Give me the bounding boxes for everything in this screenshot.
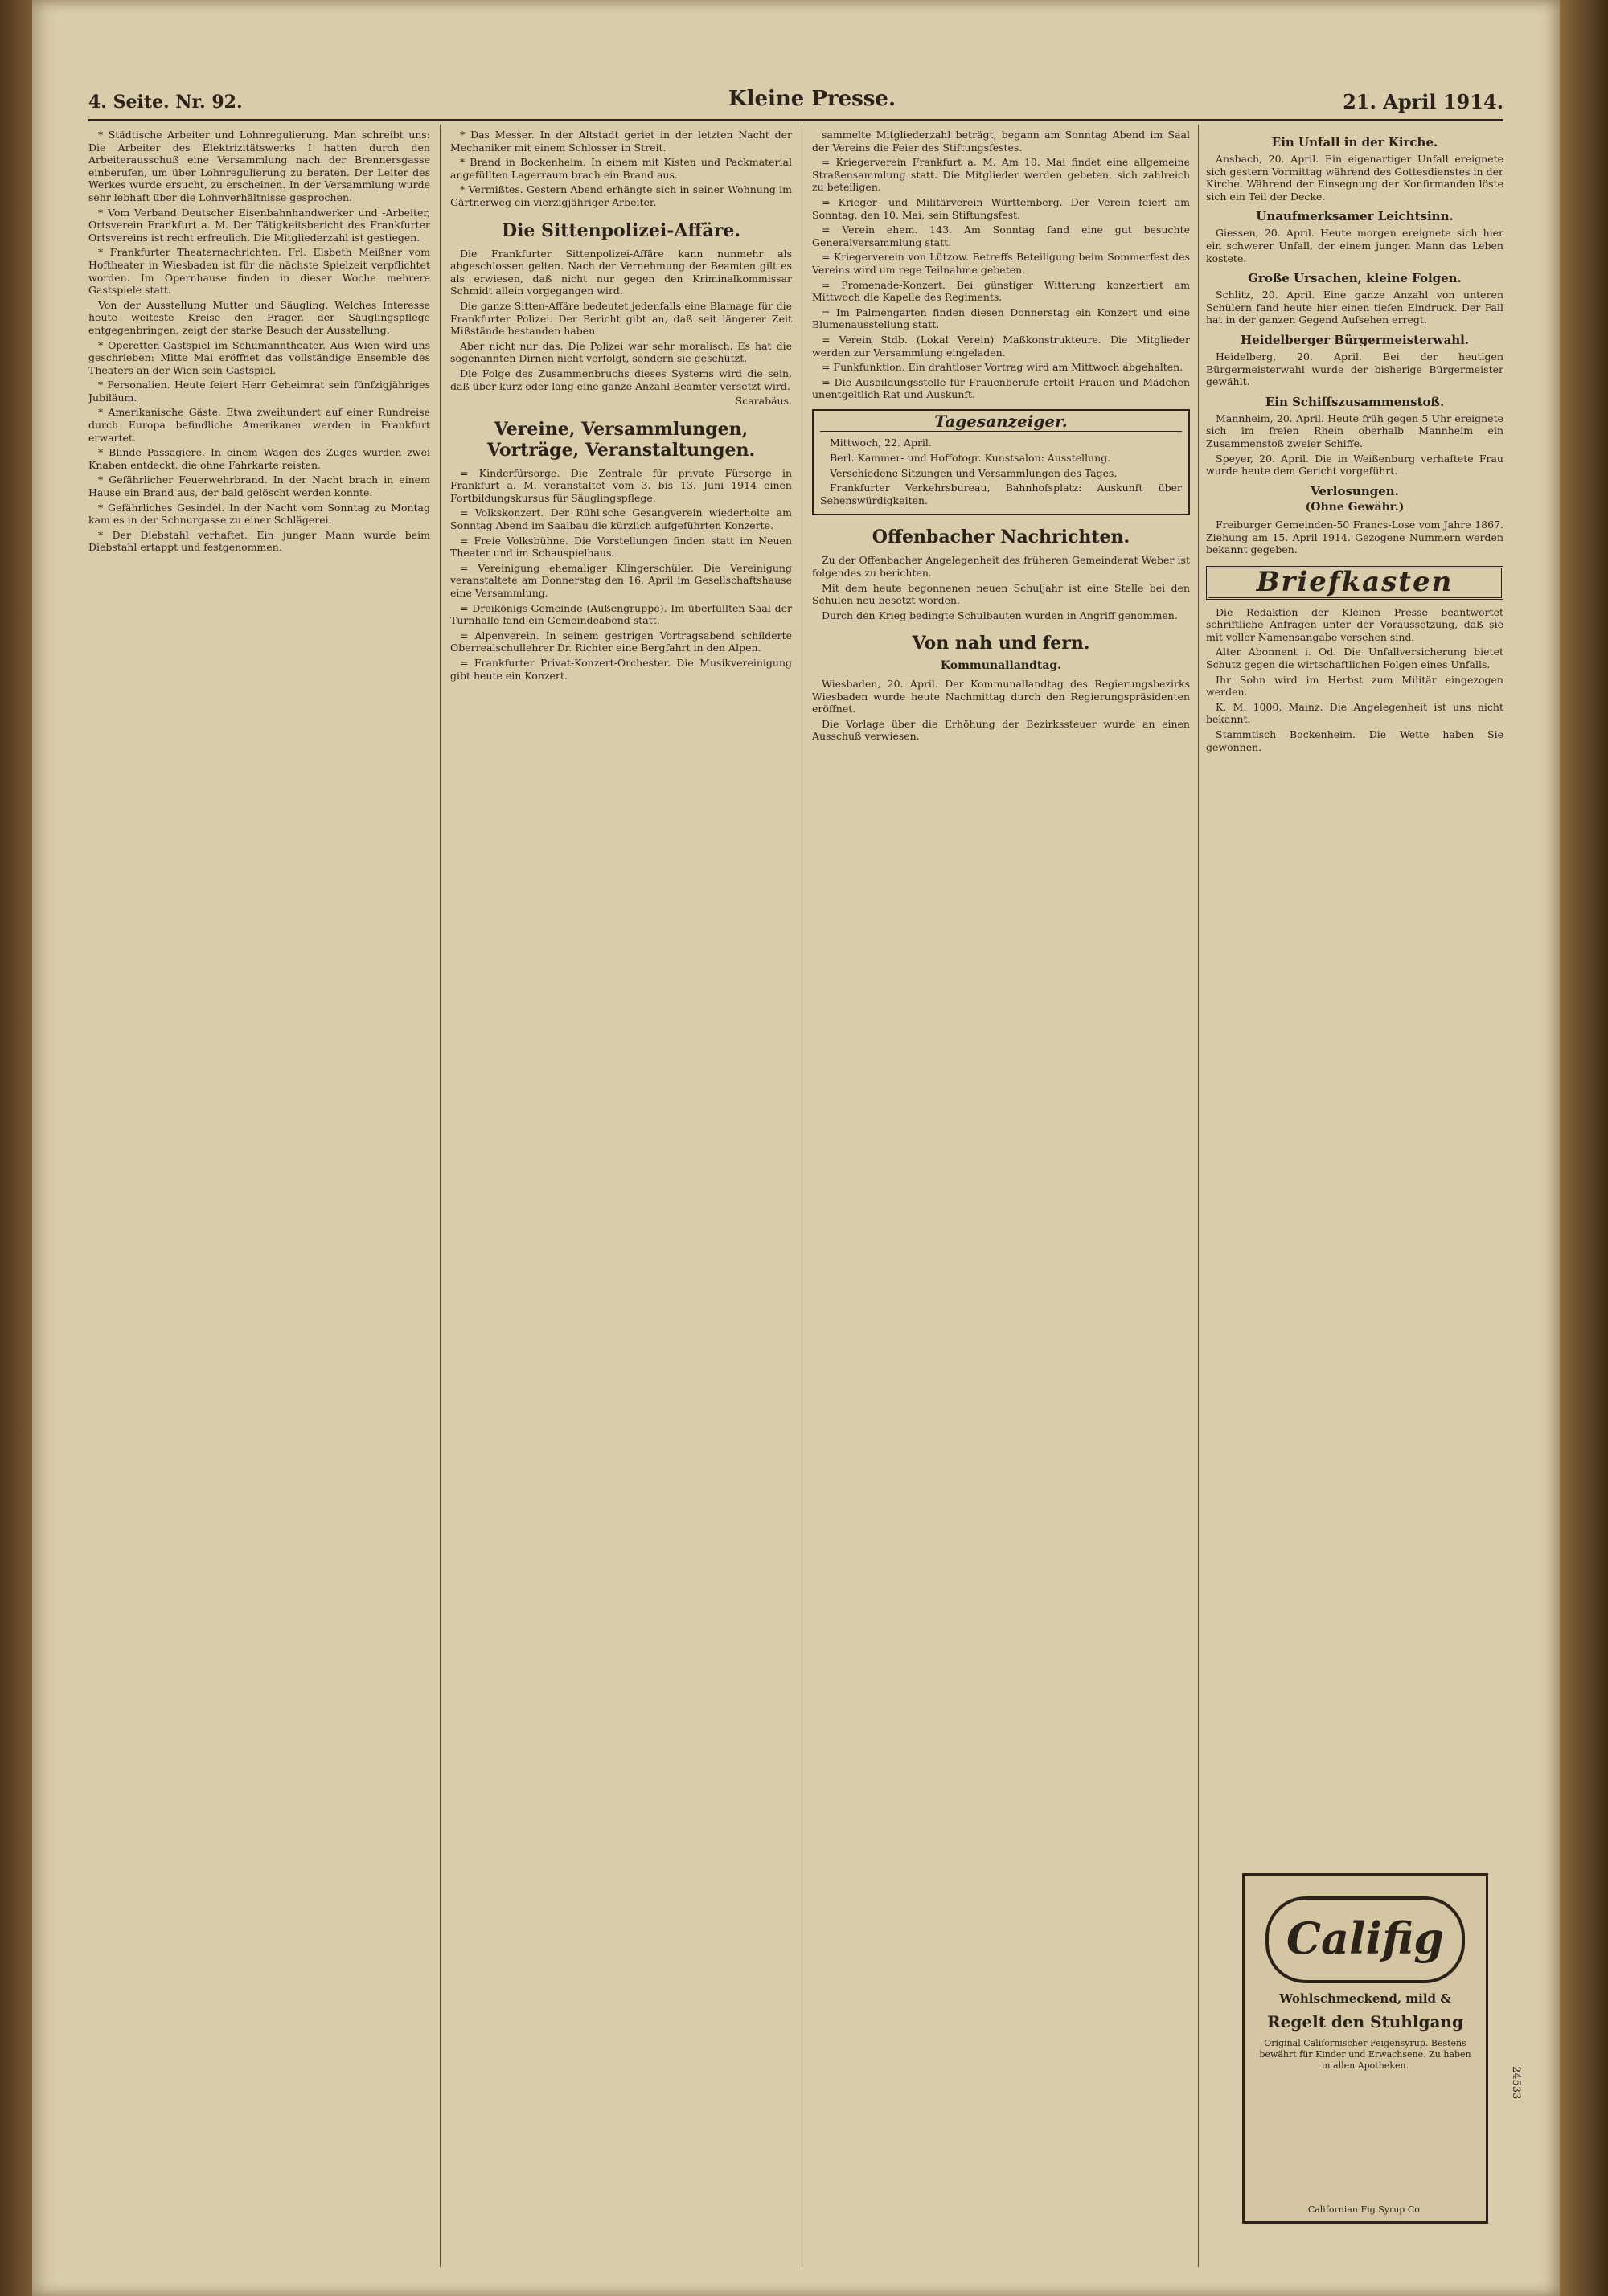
article-paragraph: Heidelberg, 20. April. Bei der heutigen Bürgermeisterwahl wurde der bisherige Bürgermeister gewählt. — [1206, 350, 1503, 388]
article-paragraph: Durch den Krieg bedingte Schulbauten wurden in Angriff genommen. — [822, 609, 1178, 621]
article-paragraph: Schlitz, 20. April. Eine ganze Anzahl von unteren Schülern fand heute hier einen tiefen Eindruck. Der Fall hat in der ganzen Gegend Aufsehen erregt. — [1206, 289, 1503, 326]
article-paragraph: = Kinderfürsorge. Die Zentrale für private Fürsorge in Frankfurt a. M. veranstaltet vom 3. bis 13. Juni 1914 einen Fortbildungskursus für Säuglingspflege. — [450, 466, 792, 504]
author-signature: Scarabäus. — [735, 395, 792, 408]
article-paragraph: Ansbach, 20. April. Ein eigenartiger Unfall ereignete sich gestern Vormittag während des Gottesdienstes in der Kirche. Während der Einsegnung der Konfirmanden löste sich ein Teil der Decke. — [1206, 153, 1503, 203]
article-paragraph: Aber nicht nur das. Die Polizei war sehr moralisch. Es hat die sogenannten Dirnen nicht verfolgt, sondern sie geschützt. — [450, 339, 792, 365]
article-paragraph: * Das Messer. In der Altstadt geriet in der letzten Nacht der Mechaniker mit einem Schlosser in Streit. — [450, 129, 792, 154]
column-3 — [812, 129, 1190, 2267]
article-paragraph: K. M. 1000, Mainz. Die Angelegenheit ist uns nicht bekannt. — [1206, 700, 1503, 726]
article-paragraph: * Brand in Bockenheim. In einem mit Kisten und Packmaterial angefüllten Lagerraum brach ein Brand aus. — [450, 156, 792, 181]
article-paragraph: Die Folge des Zusammenbruchs dieses Systems wird die sein, daß über kurz oder lang eine ganze Anzahl Beamter versetzt wird. — [450, 367, 792, 392]
article-paragraph: * Städtische Arbeiter und Lohnregulierung. Man schreibt uns: Die Arbeiter des Elektrizitätswerks I hatten durch den Arbeiterausschuß eine Versammlung nach der Brennersgasse einberufen, um über Lohnregulierung zu beraten. Der Leiter des Werkes wurde ersucht, zu erscheinen. In der Versammlung wurde sehr lebhaft über die Lohnverhältnisse gesprochen. — [88, 129, 430, 203]
article-paragraph: Mannheim, 20. April. Heute früh gegen 5 Uhr ereignete sich im freien Rhein oberhalb Mannheim ein Zusammenstoß zweier Schiffe. — [1206, 412, 1503, 449]
article-paragraph: Speyer, 20. April. Die in Weißenburg verhaftete Frau wurde heute dem Gericht vorgeführt. — [1206, 452, 1503, 478]
article-paragraph: = Verein ehem. 143. Am Sonntag fand eine gut besuchte Generalversammlung statt. — [812, 223, 1190, 248]
column-divider — [1198, 125, 1199, 2267]
issue-date: 21. April 1914. — [1343, 90, 1503, 113]
ad-tagline: Wohlschmeckend, mild & — [1279, 1991, 1451, 2006]
article-paragraph: = Vereinigung ehemaliger Klingerschüler. Die Vereinigung veranstaltete am Donnerstag den 16. April im Gesellschaftshause eine Versammlung. — [450, 561, 792, 600]
article-paragraph: = Kriegerverein Frankfurt a. M. Am 10. Mai findet eine allgemeine Straßensammlung statt. Die Mitglieder werden gebeten, sich zahlreich zu beteiligen. — [812, 156, 1190, 194]
article-paragraph: * Gefährliches Gesindel. In der Nacht vom Sonntag zu Montag kam es in der Schnurgasse zu einer Schlägerei. — [88, 501, 430, 527]
section-heading: Ein Unfall in der Kirche. — [1271, 135, 1438, 150]
section-heading: Offenbacher Nachrichten. — [872, 527, 1130, 548]
header-rule — [88, 119, 1503, 121]
article-paragraph: = Promenade-Konzert. Bei günstiger Witterung konzertiert am Mittwoch die Kapelle des Regiments. — [812, 278, 1190, 304]
article-paragraph: Die Vorlage über die Erhöhung der Bezirkssteuer wurde an einen Ausschuß verwiesen. — [812, 717, 1190, 743]
article-paragraph: * Frankfurter Theaternachrichten. Frl. Elsbeth Meißner vom Hoftheater in Wiesbaden ist für die nächste Spielzeit verpflichtet worden. Im Opernhause finden in dieser Woche mehrere Gastspiele statt. — [88, 246, 430, 297]
article-paragraph: Giessen, 20. April. Heute morgen ereignete sich hier ein schwerer Unfall, der einem jungen Mann das Leben kostete. — [1206, 227, 1503, 264]
events-entry: Frankfurter Verkehrsbureau, Bahnhofsplatz: Auskunft über Sehenswürdigkeiten. — [820, 482, 1182, 506]
page-number: 4. Seite. Nr. 92. — [88, 92, 243, 113]
article-paragraph: Die Frankfurter Sittenpolizei-Affäre kann nunmehr als abgeschlossen gelten. Nach der Vernehmung der Beamten gilt es als erwiesen, daß nicht nur gegen den Kriminalkommissar Schmidt allein vorgegangen wird. — [450, 247, 792, 297]
article-paragraph: = Die Ausbildungsstelle für Frauenberufe erteilt Frauen und Mädchen unentgeltlich Rat und Auskunft. — [812, 375, 1190, 401]
page-stack-edge — [1560, 0, 1608, 2296]
article-paragraph: Zu der Offenbacher Angelegenheit des früheren Gemeinderat Weber ist folgendes zu berichten. — [812, 554, 1190, 580]
article-paragraph: Mit dem heute begonnenen neuen Schuljahr ist eine Stelle bei den Schulen neu besetzt worden. — [812, 581, 1190, 607]
article-paragraph: * Operetten-Gastspiel im Schumanntheater. Aus Wien wird uns geschrieben: Mitte Mai eröffnet das vollständige Ensemble des Theaters an der Wien sein Gastspiel. — [88, 338, 430, 376]
page-header — [88, 87, 1503, 119]
section-heading: Vereine, Versammlungen, Vorträge, Veranstaltungen. — [486, 418, 756, 461]
article-paragraph: = Alpenverein. In seinem gestrigen Vortragsabend schilderte Oberrealschullehrer Dr. Richter eine Bergfahrt in den Alpen. — [450, 629, 792, 654]
section-heading: Verlosungen. — [1311, 483, 1399, 498]
archive-stamp: 24533 — [1510, 2066, 1522, 2100]
article-paragraph: = Im Palmengarten finden diesen Donnerstag ein Konzert und eine Blumenausstellung statt. — [812, 305, 1190, 331]
article-paragraph: Die Redaktion der Kleinen Presse beantwortet schriftliche Anfragen unter der Voraussetzung, daß sie mit voller Namensangabe versehen sind. — [1206, 605, 1503, 643]
article-paragraph: Stammtisch Bockenheim. Die Wette haben Sie gewonnen. — [1206, 728, 1503, 753]
column-2 — [450, 129, 792, 2267]
article-paragraph: = Volkskonzert. Der Rühl'sche Gesangverein wiederholte am Sonntag Abend im Saalbau die kürzlich aufgeführten Konzerte. — [450, 506, 792, 532]
article-paragraph: = Frankfurter Privat-Konzert-Orchester. Die Musikvereinigung gibt heute ein Konzert. — [450, 657, 792, 682]
article-paragraph: * Personalien. Heute feiert Herr Geheimrat sein fünfzigjähriges Jubiläum. — [88, 379, 430, 404]
section-heading: Unaufmerksamer Leichtsinn. — [1256, 209, 1454, 224]
masthead: Kleine Presse. — [728, 87, 896, 111]
section-subheading: Kommunallandtag. — [940, 659, 1062, 673]
article-paragraph: = Krieger- und Militärverein Württemberg. Der Verein feiert am Sonntag, den 10. Mai, sein Stiftungsfest. — [812, 195, 1190, 221]
ad-body: Original Californischer Feigensyrup. Bestens bewährt für Kinder und Erwachsene. Zu haben in allen Apotheken. — [1259, 2038, 1471, 2071]
article-paragraph: = Dreikönigs-Gemeinde (Außengruppe). Im überfüllten Saal der Turnhalle fand ein Gemeindeabend statt. — [450, 601, 792, 627]
section-heading: Ein Schiffszusammenstoß. — [1265, 394, 1445, 409]
briefkasten-banner: Briefkasten — [1206, 566, 1503, 600]
article-paragraph: * Der Diebstahl verhaftet. Ein junger Mann wurde beim Diebstahl ertappt und festgenommen. — [88, 528, 430, 554]
events-entry: Verschiedene Sitzungen und Versammlungen des Tages. — [830, 466, 1118, 479]
article-paragraph: Ihr Sohn wird im Herbst zum Militär eingezogen werden. — [1206, 673, 1503, 699]
ad-headline: Regelt den Stuhlgang — [1267, 2012, 1463, 2032]
article-paragraph: Von der Ausstellung Mutter und Säugling. Welches Interesse heute weiteste Kreise den Fragen der Säuglingspflege entgegenbringen, zeigt der starke Besuch der Ausstellung. — [88, 298, 430, 336]
article-paragraph: Die ganze Sitten-Affäre bedeutet jedenfalls eine Blamage für die Frankfurter Polizei. Der Bericht gibt an, daß seit längerer Zeit Mißstände bestanden haben. — [450, 299, 792, 338]
article-paragraph: * Blinde Passagiere. In einem Wagen des Zuges wurden zwei Knaben entdeckt, die ohne Fahrkarte reisten. — [88, 446, 430, 471]
article-paragraph: * Vom Verband Deutscher Eisenbahnhandwerker und -Arbeiter, Ortsverein Frankfurt a. M. Der Tätigkeitsbericht des Frankfurter Ortsvereins ist recht erfreulich. Die Mitgliederzahl ist gestiegen. — [88, 206, 430, 244]
article-paragraph: = Kriegerverein von Lützow. Betreffs Beteiligung beim Sommerfest des Vereins wird um rege Teilnahme gebeten. — [812, 251, 1190, 276]
column-4 — [1206, 129, 1503, 1865]
article-paragraph: = Freie Volksbühne. Die Vorstellungen finden statt im Neuen Theater und im Schauspielhaus. — [450, 534, 792, 560]
article-paragraph: sammelte Mitgliederzahl beträgt, begann am Sonntag Abend im Saal der Vereins die Feier des Stiftungsfestes. — [812, 129, 1190, 154]
article-paragraph: * Vermißtes. Gestern Abend erhängte sich in seiner Wohnung im Gärtnerweg ein vierzigjähriger Arbeiter. — [450, 183, 792, 208]
events-entry: Berl. Kammer- und Hoffotogr. Kunstsalon: Ausstellung. — [830, 452, 1111, 465]
article-paragraph: Freiburger Gemeinden-50 Francs-Lose vom Jahre 1867. Ziehung am 15. April 1914. Gezogene Nummern werden bekannt gegeben. — [1206, 519, 1503, 556]
section-heading: Von nah und fern. — [912, 633, 1090, 654]
article-paragraph: = Verein Stdb. (Lokal Verein) Maßkonstrukteure. Die Mitglieder werden zur Versammlung eingeladen. — [812, 333, 1190, 359]
califig-advertisement — [1242, 1873, 1488, 2224]
article-paragraph: = Funkfunktion. Ein drahtloser Vortrag wird am Mittwoch abgehalten. — [822, 361, 1183, 374]
article-paragraph: * Gefährlicher Feuerwehrbrand. In der Nacht brach in einem Hause ein Brand aus, der bald gelöscht werden konnte. — [88, 474, 430, 499]
article-paragraph: Wiesbaden, 20. April. Der Kommunallandtag des Regierungsbezirks Wiesbaden wurde heute Nachmittag durch den Regierungspräsidenten eröffnet. — [812, 678, 1190, 715]
events-box-title: Tagesanzeiger. — [820, 416, 1182, 433]
section-heading: Heidelberger Bürgermeisterwahl. — [1240, 332, 1470, 347]
califig-logo: Califig — [1265, 1896, 1465, 1983]
article-paragraph: Alter Abonnent i. Od. Die Unfallversicherung bietet Schutz gegen die wirtschaftlichen Folgen eines Unfalls. — [1206, 646, 1503, 671]
events-box — [812, 409, 1190, 516]
book-binding-edge — [0, 0, 32, 2296]
column-divider — [440, 125, 441, 2267]
ad-footer: Californian Fig Syrup Co. — [1307, 2204, 1423, 2215]
column-1 — [88, 129, 430, 2267]
article-paragraph: * Amerikanische Gäste. Etwa zweihundert auf einer Rundreise durch Europa befindliche Amerikaner werden in Frankfurt erwartet. — [88, 406, 430, 444]
section-heading: Die Sittenpolizei-Affäre. — [501, 219, 741, 241]
section-subheading: (Ohne Gewähr.) — [1305, 500, 1405, 514]
events-date: Mittwoch, 22. April. — [830, 437, 932, 449]
section-heading: Große Ursachen, kleine Folgen. — [1248, 271, 1462, 286]
